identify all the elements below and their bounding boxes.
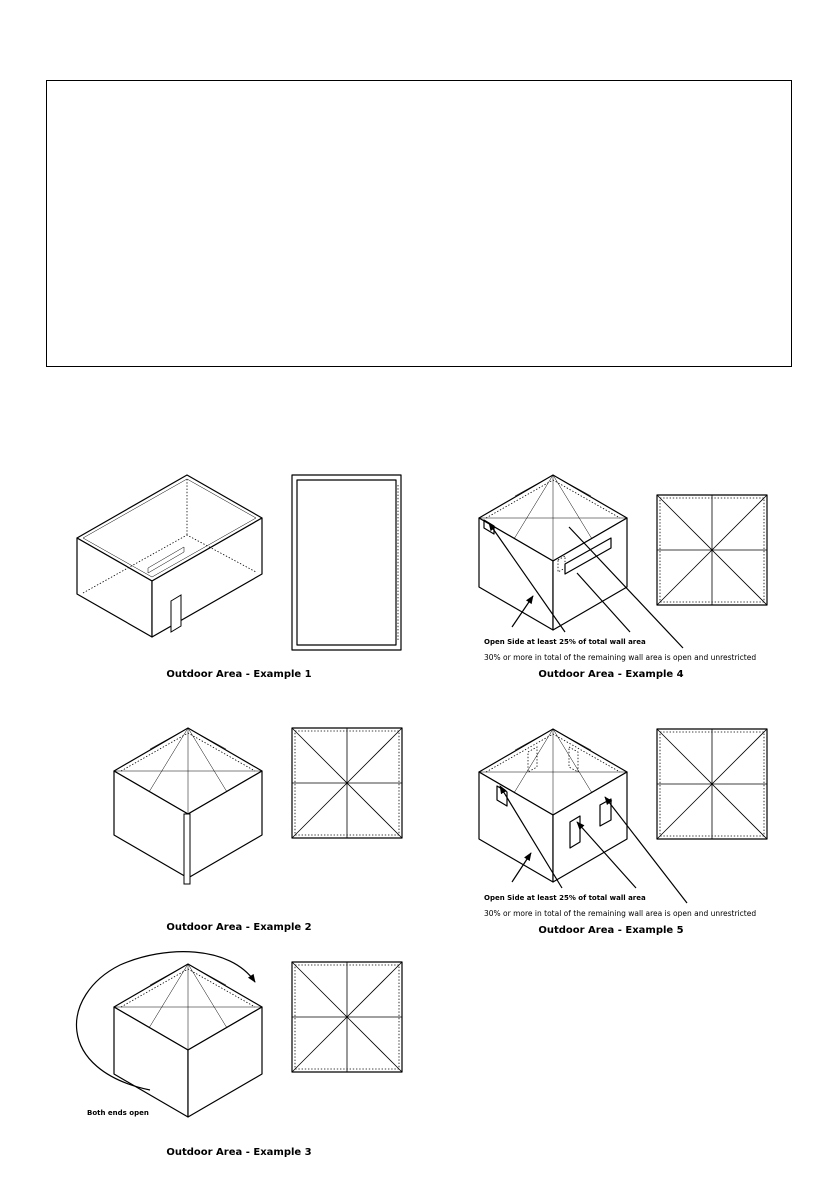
example-3-plan — [292, 962, 402, 1072]
caption-example-1: Outdoor Area - Example 1 — [166, 669, 312, 680]
note-example-4: 30% or more in total of the remaining wall area is open and unrestricted — [484, 653, 757, 662]
example-4-plan — [657, 495, 767, 605]
example-5-plan — [657, 729, 767, 839]
example-3-iso — [76, 952, 262, 1117]
note-example-5: 30% or more in total of the remaining wall area is open and unrestricted — [484, 909, 757, 918]
caption-example-4: Outdoor Area - Example 4 — [538, 669, 684, 680]
label-open-side-example-4: Open Side at least 25% of total wall area — [484, 638, 646, 646]
example-4-iso — [479, 475, 683, 648]
label-open-side-example-5: Open Side at least 25% of total wall area — [484, 894, 646, 902]
example-5-iso — [479, 729, 687, 903]
caption-example-2: Outdoor Area - Example 2 — [166, 922, 312, 933]
example-1-iso — [77, 475, 262, 637]
example-1-plan — [292, 475, 401, 650]
caption-example-5: Outdoor Area - Example 5 — [538, 925, 684, 936]
example-2-iso — [114, 728, 262, 884]
caption-example-3: Outdoor Area - Example 3 — [166, 1147, 312, 1158]
example-2-plan — [292, 728, 402, 838]
label-both-ends-open: Both ends open — [87, 1109, 149, 1117]
